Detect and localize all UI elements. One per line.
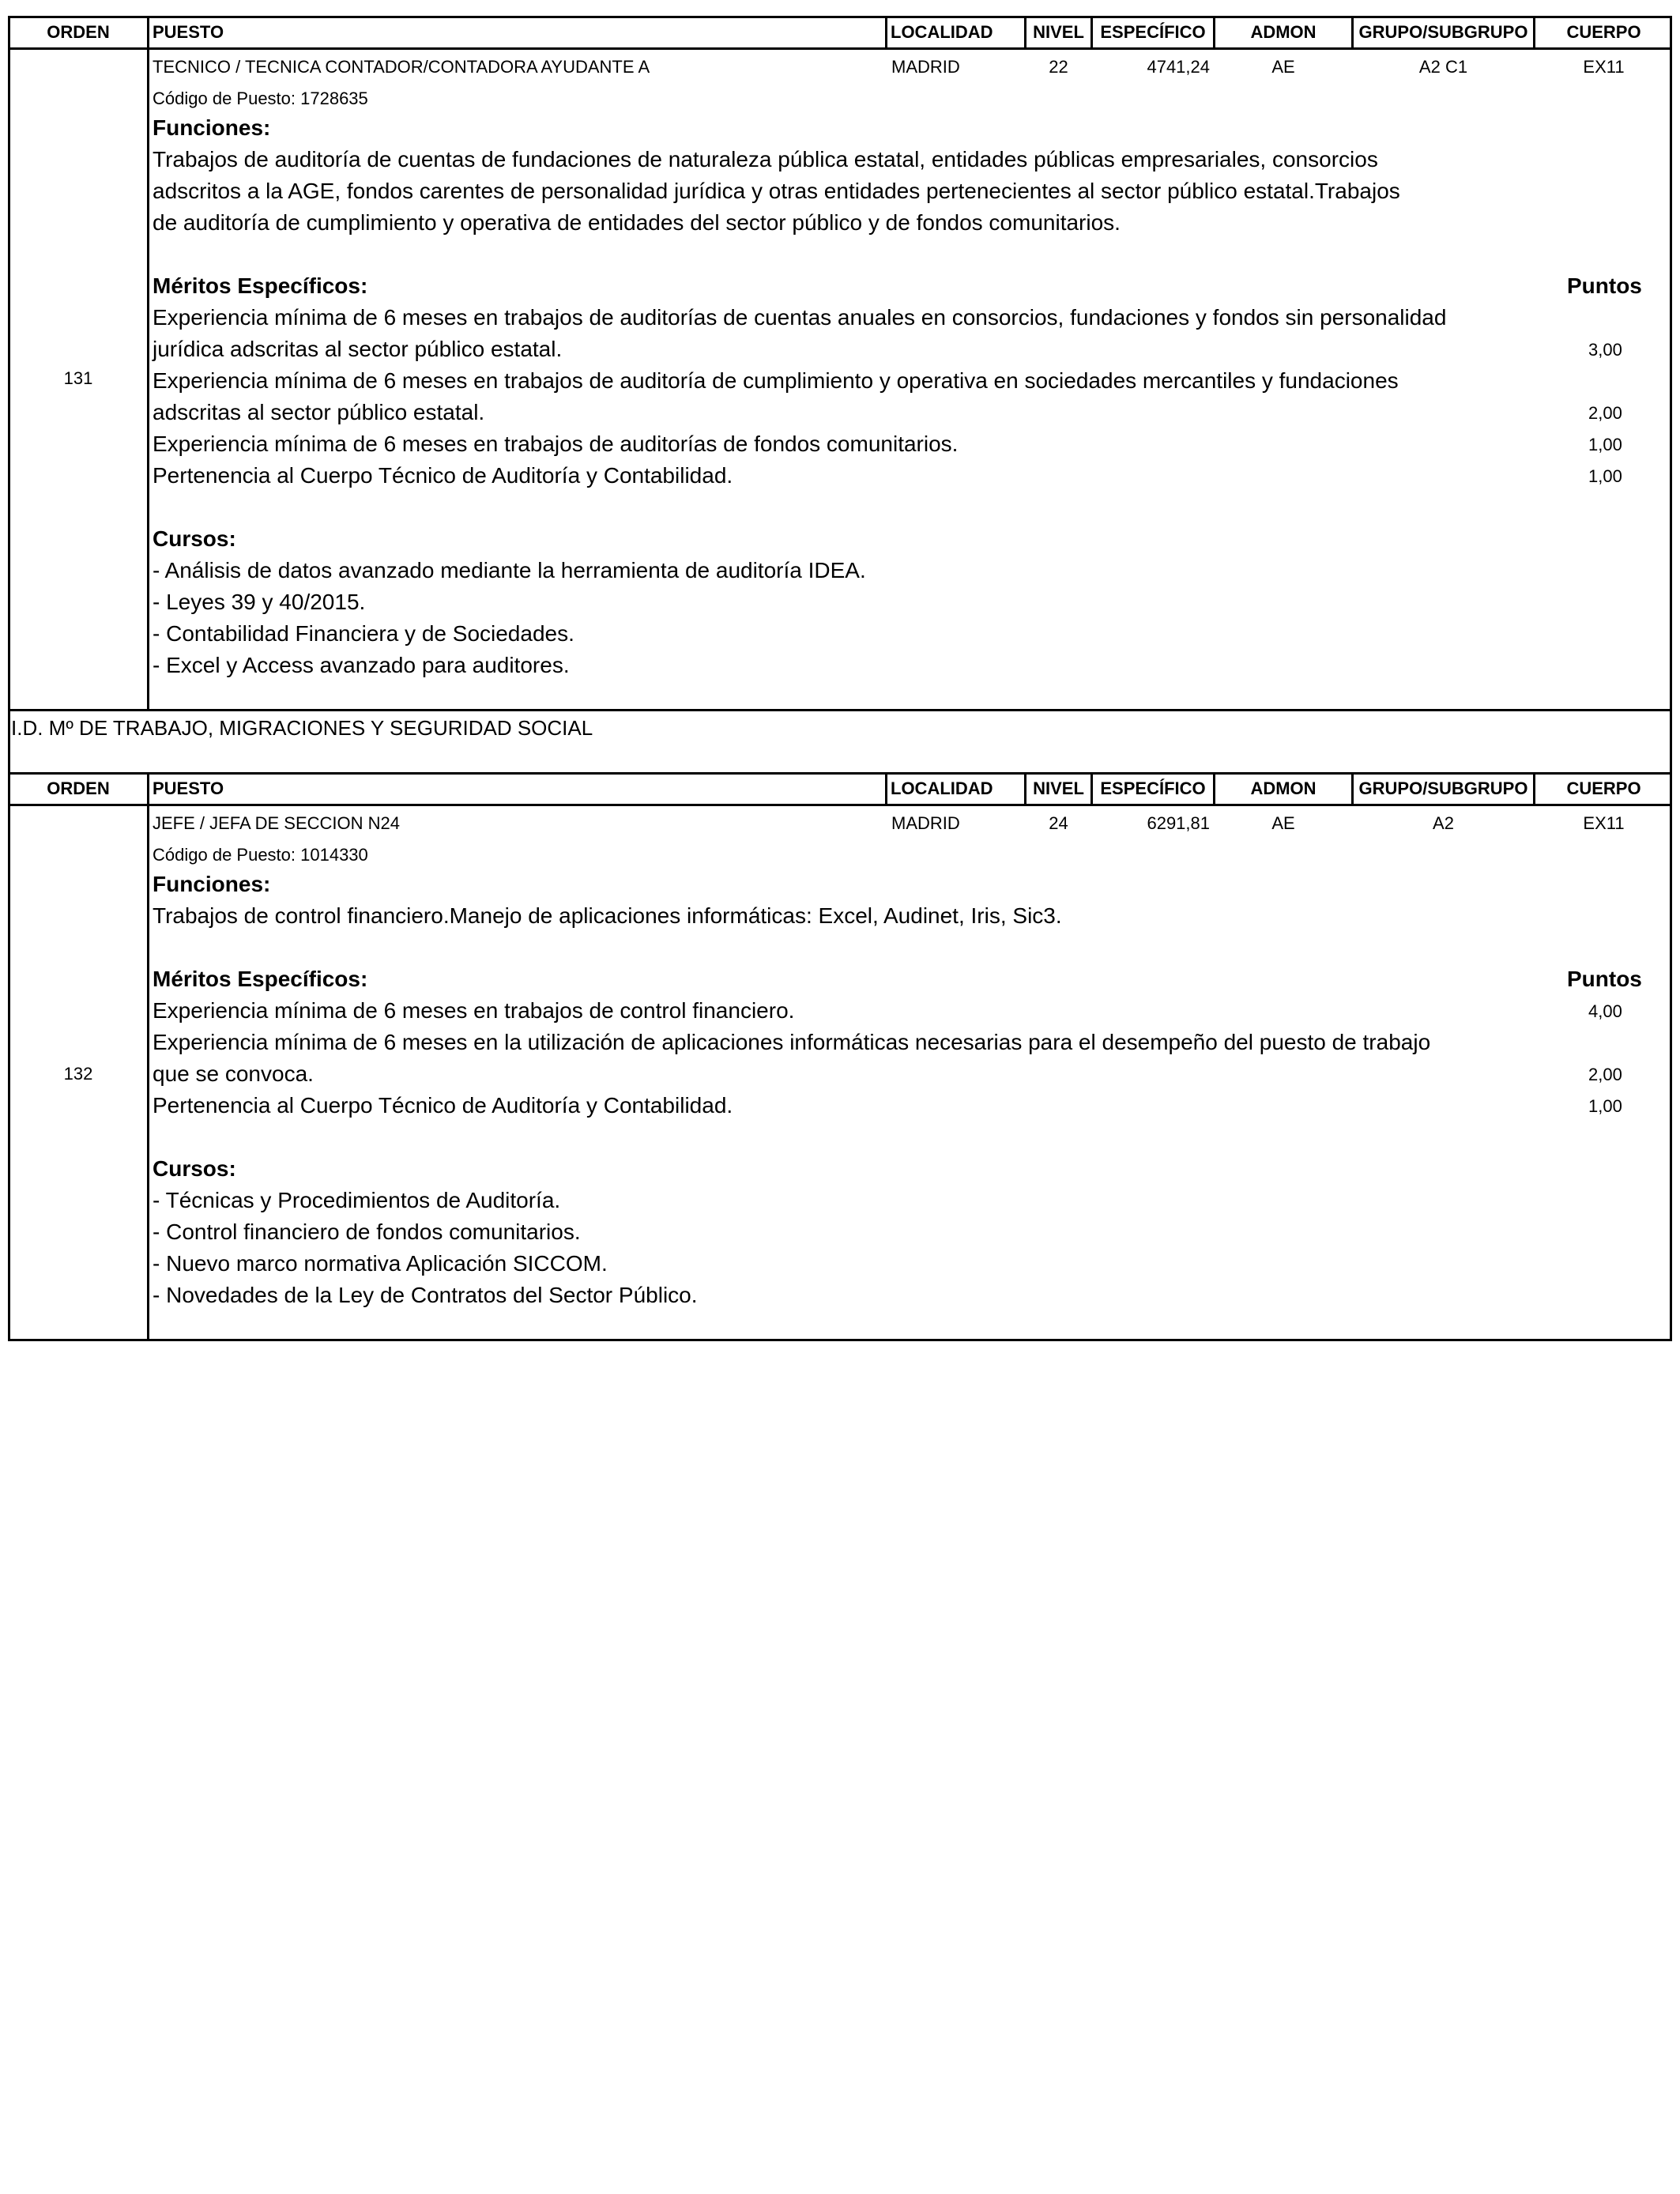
meritos-label: Méritos Específicos: — [153, 273, 368, 298]
merito-line: Experiencia mínima de 6 meses en trabajos de auditoría de cumplimiento y operativa en sociedades mercantiles y fundaciones — [153, 368, 1399, 393]
header-especifico: ESPECÍFICO — [1100, 22, 1206, 42]
header-puesto: PUESTO — [153, 778, 224, 798]
merito-line: que se convoca. — [153, 1061, 314, 1086]
section-right-border — [1670, 711, 1672, 775]
especifico-value: 4741,24 — [1147, 57, 1210, 77]
cursos-label: Cursos: — [153, 526, 236, 551]
orden-divider — [147, 16, 149, 711]
header-localidad: LOCALIDAD — [891, 22, 993, 42]
header-cuerpo: CUERPO — [1566, 22, 1641, 42]
meritos-label: Méritos Específicos: — [153, 967, 368, 991]
header-orden: ORDEN — [47, 22, 110, 42]
nivel-value: 24 — [1049, 813, 1068, 833]
curso-item: - Leyes 39 y 40/2015. — [153, 590, 366, 614]
admon-value: AE — [1271, 813, 1295, 833]
puesto-value: TECNICO / TECNICA CONTADOR/CONTADORA AYUDANTE A — [153, 57, 650, 77]
codigo-puesto: Código de Puesto: 1014330 — [153, 845, 368, 865]
admon-value: AE — [1271, 57, 1295, 77]
orden-divider — [147, 772, 149, 1341]
merito-line: Experiencia mínima de 6 meses en la utilización de aplicaciones informáticas necesarias para el desempeño del puesto de trabajo — [153, 1030, 1431, 1054]
funciones-line: adscritos a la AGE, fondos carentes de personalidad jurídica y otras entidades pertenecientes al sector público estatal.Trabajos — [153, 179, 1400, 203]
merito-line: jurídica adscritas al sector público estatal. — [153, 337, 563, 361]
header-nivel: NIVEL — [1033, 778, 1084, 798]
merito-puntos: 4,00 — [1588, 1001, 1622, 1021]
orden-value: 131 — [63, 368, 93, 388]
header-admon: ADMON — [1250, 778, 1317, 798]
curso-item: - Contabilidad Financiera y de Sociedades. — [153, 621, 574, 646]
col-divider — [885, 772, 887, 805]
merito-line: Experiencia mínima de 6 meses en trabajos de control financiero. — [153, 998, 795, 1023]
merito-line: adscritas al sector público estatal. — [153, 400, 485, 424]
merito-line: Experiencia mínima de 6 meses en trabajos de auditorías de cuentas anuales en consorcios, fundaciones y fondos sin personalidad — [153, 305, 1447, 330]
merito-line: Pertenencia al Cuerpo Técnico de Auditoría y Contabilidad. — [153, 463, 733, 488]
localidad-value: MADRID — [891, 57, 960, 77]
funciones-label: Funciones: — [153, 872, 271, 896]
merito-puntos: 2,00 — [1588, 403, 1622, 423]
orden-value: 132 — [63, 1064, 93, 1084]
funciones-line: Trabajos de auditoría de cuentas de fundaciones de naturaleza pública estatal, entidades públicas empresariales, consorcios — [153, 147, 1378, 172]
merito-puntos: 1,00 — [1588, 435, 1622, 454]
merito-line: Experiencia mínima de 6 meses en trabajos de auditorías de fondos comunitarios. — [153, 432, 959, 456]
section-left-border — [8, 711, 10, 775]
curso-item: - Técnicas y Procedimientos de Auditoría. — [153, 1188, 561, 1212]
nivel-value: 22 — [1049, 57, 1068, 77]
header-grupo: GRUPO/SUBGRUPO — [1358, 22, 1528, 42]
especifico-value: 6291,81 — [1147, 813, 1210, 833]
puntos-label: Puntos — [1567, 273, 1642, 298]
cursos-label: Cursos: — [153, 1156, 236, 1181]
funciones-line: de auditoría de cumplimiento y operativa de entidades del sector público y de fondos comunitarios. — [153, 210, 1121, 235]
puntos-label: Puntos — [1567, 967, 1642, 991]
section-title: I.D. Mº DE TRABAJO, MIGRACIONES Y SEGURIDAD SOCIAL — [11, 716, 593, 740]
header-nivel: NIVEL — [1033, 22, 1084, 42]
merito-line: Pertenencia al Cuerpo Técnico de Auditoría y Contabilidad. — [153, 1093, 733, 1118]
header-orden: ORDEN — [47, 778, 110, 798]
curso-item: - Control financiero de fondos comunitarios. — [153, 1220, 581, 1244]
codigo-puesto: Código de Puesto: 1728635 — [153, 89, 368, 108]
curso-item: - Novedades de la Ley de Contratos del Sector Público. — [153, 1283, 698, 1307]
header-cuerpo: CUERPO — [1566, 778, 1641, 798]
header-especifico: ESPECÍFICO — [1100, 778, 1206, 798]
header-puesto: PUESTO — [153, 22, 224, 42]
grupo-value: A2 C1 — [1418, 57, 1468, 77]
cuerpo-value: EX11 — [1583, 57, 1625, 77]
curso-item: - Análisis de datos avanzado mediante la herramienta de auditoría IDEA. — [153, 558, 866, 582]
localidad-value: MADRID — [891, 813, 960, 833]
merito-puntos: 1,00 — [1588, 466, 1622, 486]
funciones-label: Funciones: — [153, 115, 271, 140]
merito-puntos: 2,00 — [1588, 1065, 1622, 1084]
funciones-line: Trabajos de control financiero.Manejo de aplicaciones informáticas: Excel, Audinet, Iris, Sic3. — [153, 903, 1062, 928]
grupo-value: A2 — [1433, 813, 1454, 833]
puesto-value: JEFE / JEFA DE SECCION N24 — [153, 813, 400, 833]
merito-puntos: 3,00 — [1588, 340, 1622, 360]
col-divider — [885, 16, 887, 49]
merito-puntos: 1,00 — [1588, 1096, 1622, 1116]
curso-item: - Nuevo marco normativa Aplicación SICCOM. — [153, 1251, 608, 1276]
header-divider — [8, 804, 1672, 806]
header-grupo: GRUPO/SUBGRUPO — [1358, 778, 1528, 798]
header-admon: ADMON — [1250, 22, 1317, 42]
cuerpo-value: EX11 — [1583, 813, 1625, 833]
header-localidad: LOCALIDAD — [891, 778, 993, 798]
curso-item: - Excel y Access avanzado para auditores. — [153, 653, 570, 677]
header-divider — [8, 47, 1672, 50]
